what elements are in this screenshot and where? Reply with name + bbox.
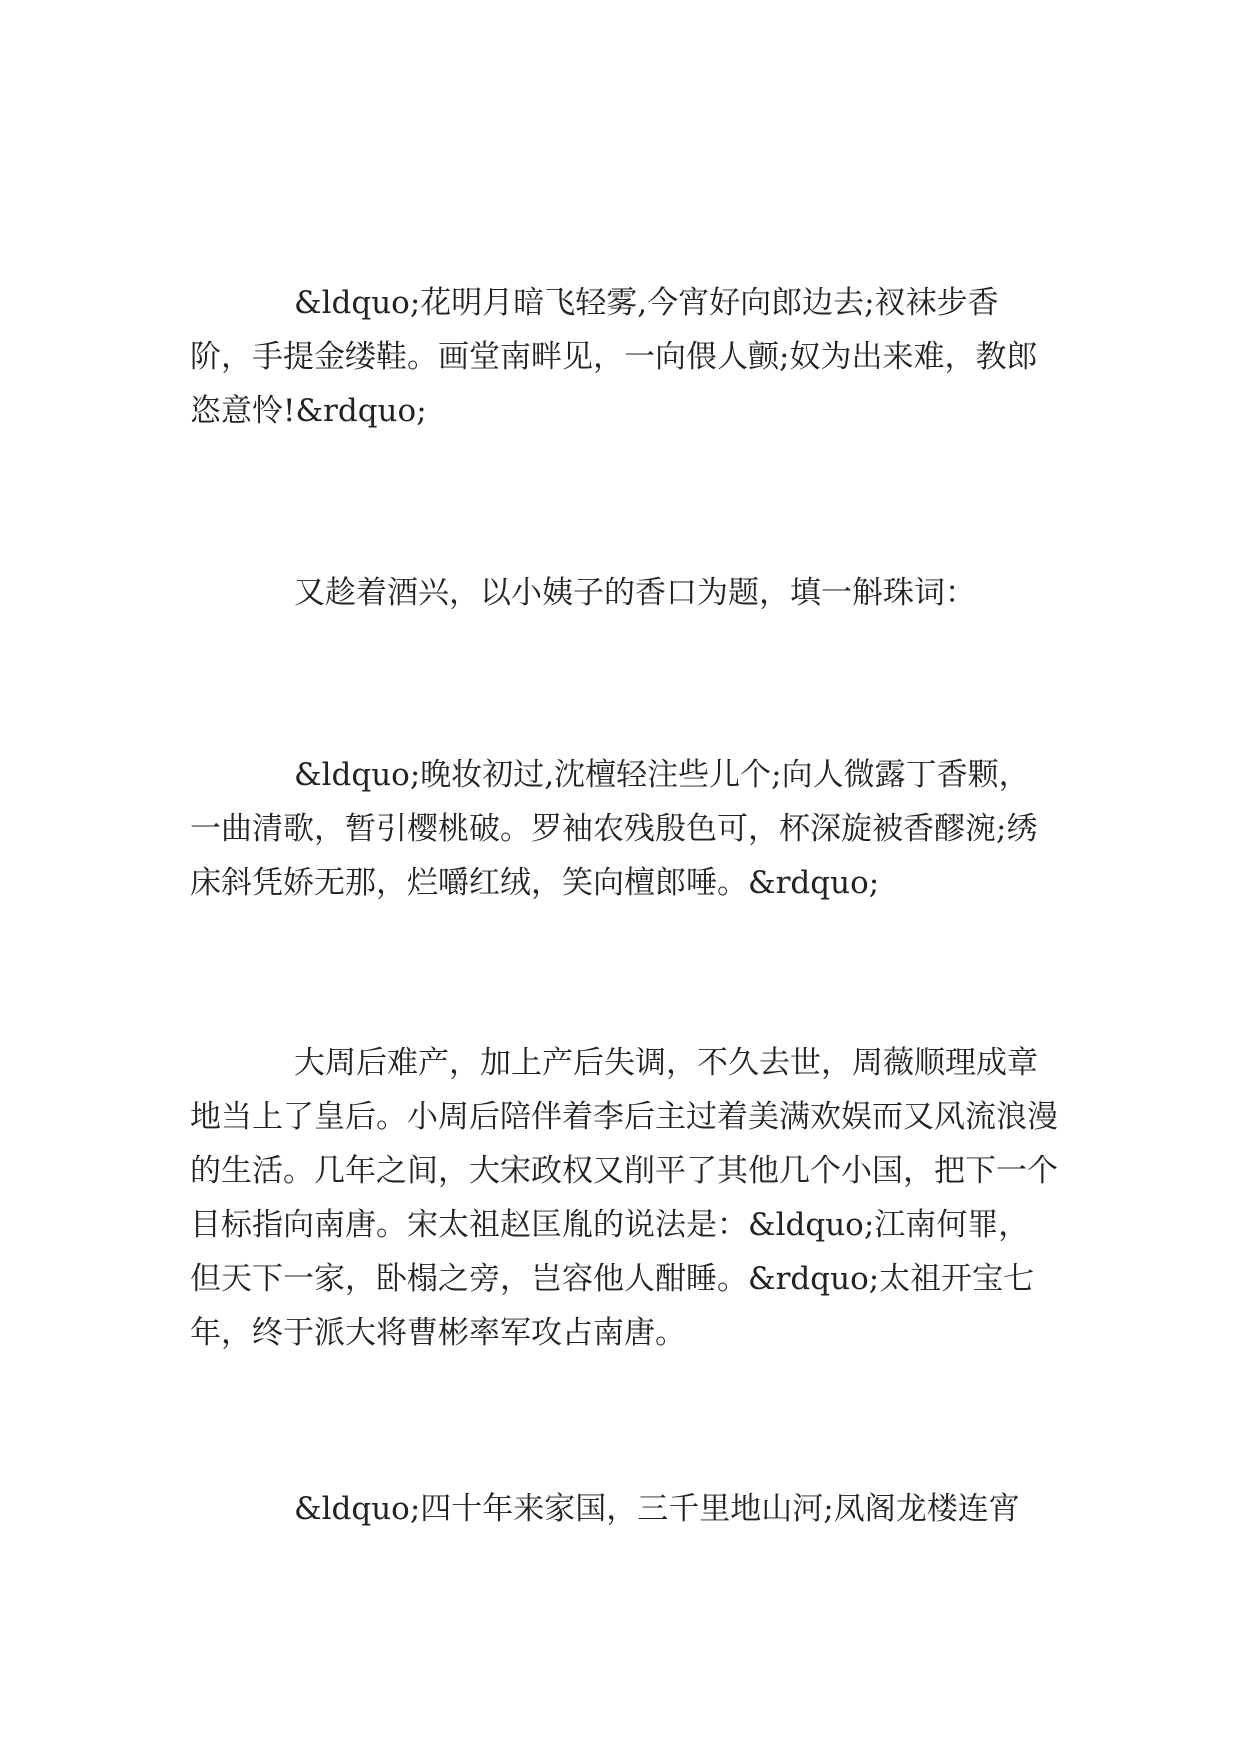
narrative-paragraph-2: 大周后难产，加上产后失调，不久去世，周薇顺理成章地当上了皇后。小周后陪伴着李后主过着美满欢娱而又风流浪漫的生活。几年之间，大宋政权又削平了其他几个小国，把下一个目标指向南唐。宋太祖赵匡胤的说法是：&ldquo;江南何罪，但天下一家，卧榻之旁，岂容他人酣睡。&rdquo;太祖开宝七年，终于派大将曹彬率军攻占南唐。	[190, 1045, 1058, 1351]
poem-paragraph-1: &ldquo;花明月暗飞轻雾,今宵好向郎边去;衩袜步香阶，手提金缕鞋。画堂南畔见，一向偎人颤;奴为出来难，教郎恣意怜!&rdquo;	[190, 285, 1038, 429]
narrative-paragraph-1: 又趁着酒兴，以小姨子的香口为题，填一斛珠词：	[294, 575, 976, 611]
poem-paragraph-3: &ldquo;四十年来家国，三千里地山河;凤阁龙楼连宵	[294, 1491, 1020, 1527]
poem-paragraph-2: &ldquo;晚妆初过,沈檀轻注些儿个;向人微露丁香颗，一曲清歌，暂引樱桃破。罗袖农残殷色可，杯深旋被香醪涴;绣床斜凭娇无那，烂嚼红绒，笑向檀郎唾。&rdquo;	[190, 757, 1038, 901]
